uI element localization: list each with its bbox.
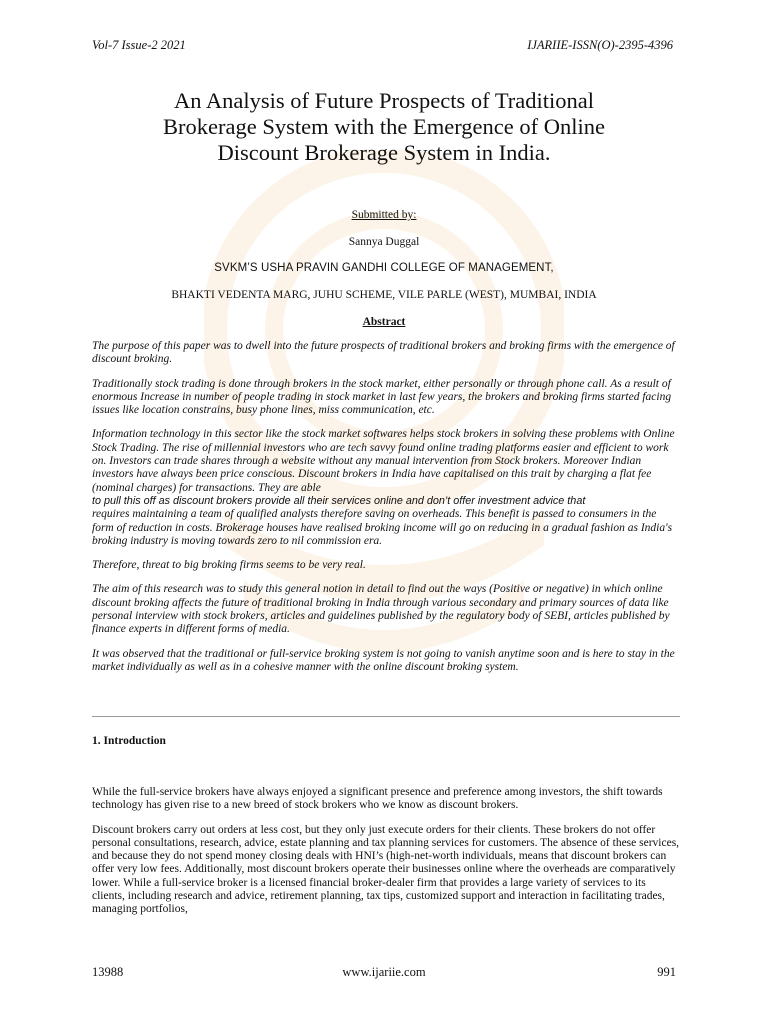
abstract-text: Information technology in this sector like the stock market softwares helps stock brokers in solving these problems with Online Stock Trading. The rise of millennial investors who are tech savvy found online trading platforms easier and efficient to work on. Investors can trade shares through a website without any manual intervention from Stock brokers. Moreover Indian investors have always been price conscious. Discount brokers in India have capitalised on this trait by charging a flat fee (nominal charges) for transactions. They are able <box>92 428 675 494</box>
author-name: Sannya Duggal <box>348 236 420 248</box>
journal-issn: IJARIIE-ISSN(O)-2395-4396 <box>527 38 673 52</box>
page-footer <box>92 965 676 981</box>
abstract-paragraph: Traditionally stock trading is done through brokers in the stock market, either personally or through phone call. As a result of enormous Increase in number of people trading in stock market in last few years, the brokers and broking firms started facing issues like location constrains, busy phone lines, miss communication, etc. <box>92 377 672 417</box>
body-paragraph: Discount brokers carry out orders at less cost, but they only just execute orders for their clients. These brokers do not offer personal consultations, research, advice, estate planning and tax planning services for customers. The absence of these services, and because they do not spend money closing deals with HNI’s (high-net-worth individuals, means that discount brokers can offer very low fees. Additionally, most discount brokers operate their businesses online where the overheads are comparatively lower. While a full-service broker is a licensed financial broker-dealer firm that provides a large variety of services to its clients, including research and advice, retirement planning, tax tips, customized support and interaction in facilitating trades, managing portfolios, <box>92 823 680 916</box>
paper-title <box>92 88 676 166</box>
section-divider <box>92 716 680 717</box>
paper-title-line: An Analysis of Future Prospects of Traditional <box>174 88 594 113</box>
submitted-by-label: Submitted by: <box>351 209 417 221</box>
abstract-paragraph <box>92 428 680 548</box>
author-affiliation: SVKM’S USHA PRAVIN GANDHI COLLEGE OF MANAGEMENT, <box>214 262 554 274</box>
abstract-paragraph: Therefore, threat to big broking firms seems to be very real. <box>92 559 366 572</box>
introduction-body <box>92 786 680 928</box>
journal-volume-issue: Vol-7 Issue-2 2021 <box>92 38 186 52</box>
body-paragraph: While the full-service brokers have always enjoyed a significant presence and preference among investors, the shift towards technology has given rise to a new breed of stock brokers who we know as discount brokers. <box>92 786 663 812</box>
paper-id: 13988 <box>92 965 124 979</box>
abstract-body <box>92 340 680 685</box>
abstract-paragraph: The purpose of this paper was to dwell into the future prospects of traditional brokers and broking firms with the emergence of discount broking. <box>92 340 675 366</box>
journal-website: www.ijariie.com <box>342 965 426 979</box>
section-heading-introduction: 1. Introduction <box>92 735 166 747</box>
page-number: 991 <box>657 965 676 979</box>
abstract-heading: Abstract <box>362 316 406 328</box>
affiliation-address: BHAKTI VEDENTA MARG, JUHU SCHEME, VILE PARLE (WEST), MUMBAI, INDIA <box>171 289 597 301</box>
paper-title-line: Brokerage System with the Emergence of Online <box>163 114 605 139</box>
abstract-text: requires maintaining a team of qualified analysts therefore saving on overheads. This benefit is passed to consumers in the form of reduction in costs. Brokerage houses have realised broking income will go on reducing in a gradual fashion as India's broking industry is moving towards zero to nil commission era. <box>92 508 673 547</box>
paper-title-line: Discount Brokerage System in India. <box>217 140 551 165</box>
abstract-paragraph: The aim of this research was to study this general notion in detail to find out the ways (Positive or negative) in which online discount broking affects the future of traditional broking in India through various secondary and primary sources of data like personal interview with stock brokers, articles and guidelines published by the regulatory body of SEBI, articles published by finance experts in different forms of media. <box>92 583 670 636</box>
page-header <box>92 38 673 54</box>
abstract-paragraph: It was observed that the traditional or full-service broking system is not going to vanish anytime soon and is here to stay in the market individually as well as in a cohesive manner with the online discount broking system. <box>92 647 675 673</box>
abstract-text: to pull this off as discount brokers provide all their services online and don’t offer investment advice that <box>92 494 586 507</box>
